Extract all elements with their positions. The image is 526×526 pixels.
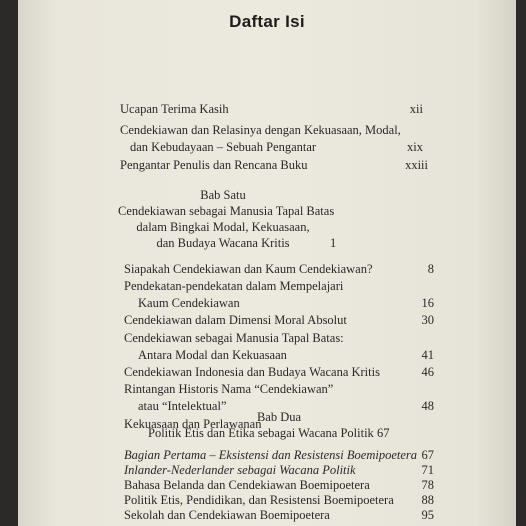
toc-entry-text: Pengantar Penulis dan Rencana Buku: [120, 158, 308, 172]
toc-entry-text: Sekolah dan Cendekiawan Boemipoetera: [124, 508, 330, 522]
toc-entry-page: xxiii: [405, 158, 428, 172]
chapter1-title-line: Cendekiawan sebagai Manusia Tapal Batas: [118, 204, 335, 218]
toc-entry-text-cont: dan Kebudayaan – Sebuah Pengantar: [130, 140, 317, 154]
chapter1-title-line: dan Budaya Wacana Kritis: [156, 236, 290, 250]
toc-entry-text-cont: Kaum Cendekiawan: [138, 296, 240, 310]
chapter1-label: Bab Satu: [200, 188, 246, 202]
toc-entry: [124, 463, 434, 479]
toc-entry-text: Kekuasaan dan Perlawanan: [124, 417, 262, 431]
toc-entry-text: Cendekiawan sebagai Manusia Tapal Batas:: [124, 331, 344, 345]
toc-entry-page: 41: [421, 348, 434, 362]
toc-entry-italic-term: Inlander-Nederlander sebagai Wacana Politik: [124, 463, 356, 477]
book-page: [18, 0, 516, 526]
toc-entry: [124, 262, 434, 278]
toc-entry-text: Bagian Pertama – Eksistensi dan Resistensi Boemipoetera: [124, 448, 418, 462]
toc-entry: [124, 493, 434, 509]
toc-entry-page: 16: [421, 296, 434, 310]
toc-entry-text: Bahasa Belanda dan Cendekiawan Boemipoetera: [124, 478, 370, 492]
chapter1-page: 1: [330, 236, 337, 250]
chapter2-title: [148, 426, 389, 441]
toc-entry-introduction: [120, 123, 423, 157]
toc-entry-text-cont: atau “Intelektual”: [138, 399, 227, 413]
toc-entry-page: xix: [407, 140, 423, 154]
toc-entry-page: 88: [421, 493, 434, 507]
toc-entry-page: 48: [421, 399, 434, 413]
toc-entry-acknowledgements: [120, 102, 423, 118]
toc-entry-text: Cendekiawan dalam Dimensi Moral Absolut: [124, 313, 347, 327]
toc-entry-text: Politik Etis, Pendidikan, dan Resistensi Boemipoetera: [124, 493, 394, 507]
toc-entry-text: Cendekiawan Indonesia dan Budaya Wacana Kritis: [124, 365, 380, 379]
toc-entry: [124, 331, 434, 365]
toc-entry: [124, 478, 434, 494]
toc-entry-page: 30: [421, 313, 434, 327]
chapter2-label: Bab Dua: [256, 410, 302, 424]
chapter1-title-line: dalam Bingkai Modal, Kekuasaan,: [136, 220, 310, 234]
toc-entry-text: Pendekatan-pendekatan dalam Mempelajari: [124, 279, 344, 293]
toc-entry: [124, 508, 434, 524]
toc-entry-page: 8: [427, 262, 434, 276]
page-title: Daftar Isi: [229, 12, 305, 31]
toc-entry-page: 78: [421, 478, 434, 492]
toc-entry-text: Cendekiawan dan Relasinya dengan Kekuasaan, Modal,: [120, 123, 401, 137]
toc-entry-page: 71: [421, 463, 434, 477]
toc-entry: [124, 365, 434, 381]
chapter2-page: 67: [376, 426, 390, 440]
toc-entry-text-cont: Antara Modal dan Kekuasaan: [138, 348, 287, 362]
toc-entry-page: 46: [421, 365, 434, 379]
toc-entry-page: 67: [421, 448, 434, 462]
toc-entry-text: Rintangan Historis Nama “Cendekiawan”: [124, 382, 334, 396]
chapter2-title-line: Politik Etis dan Etika sebagai Wacana Politik: [148, 426, 374, 440]
toc-entry-text: Siapakah Cendekiawan dan Kaum Cendekiawan?: [124, 262, 373, 276]
toc-entry-author-preface: [120, 158, 428, 174]
toc-entry-page: 95: [421, 508, 434, 522]
toc-entry-text: [124, 463, 356, 478]
toc-entry: [124, 313, 434, 329]
toc-entry-page: xii: [409, 102, 423, 116]
toc-entry-part-one: [124, 448, 434, 464]
toc-entry: [124, 279, 434, 313]
toc-entry-text: Ucapan Terima Kasih: [120, 102, 229, 116]
